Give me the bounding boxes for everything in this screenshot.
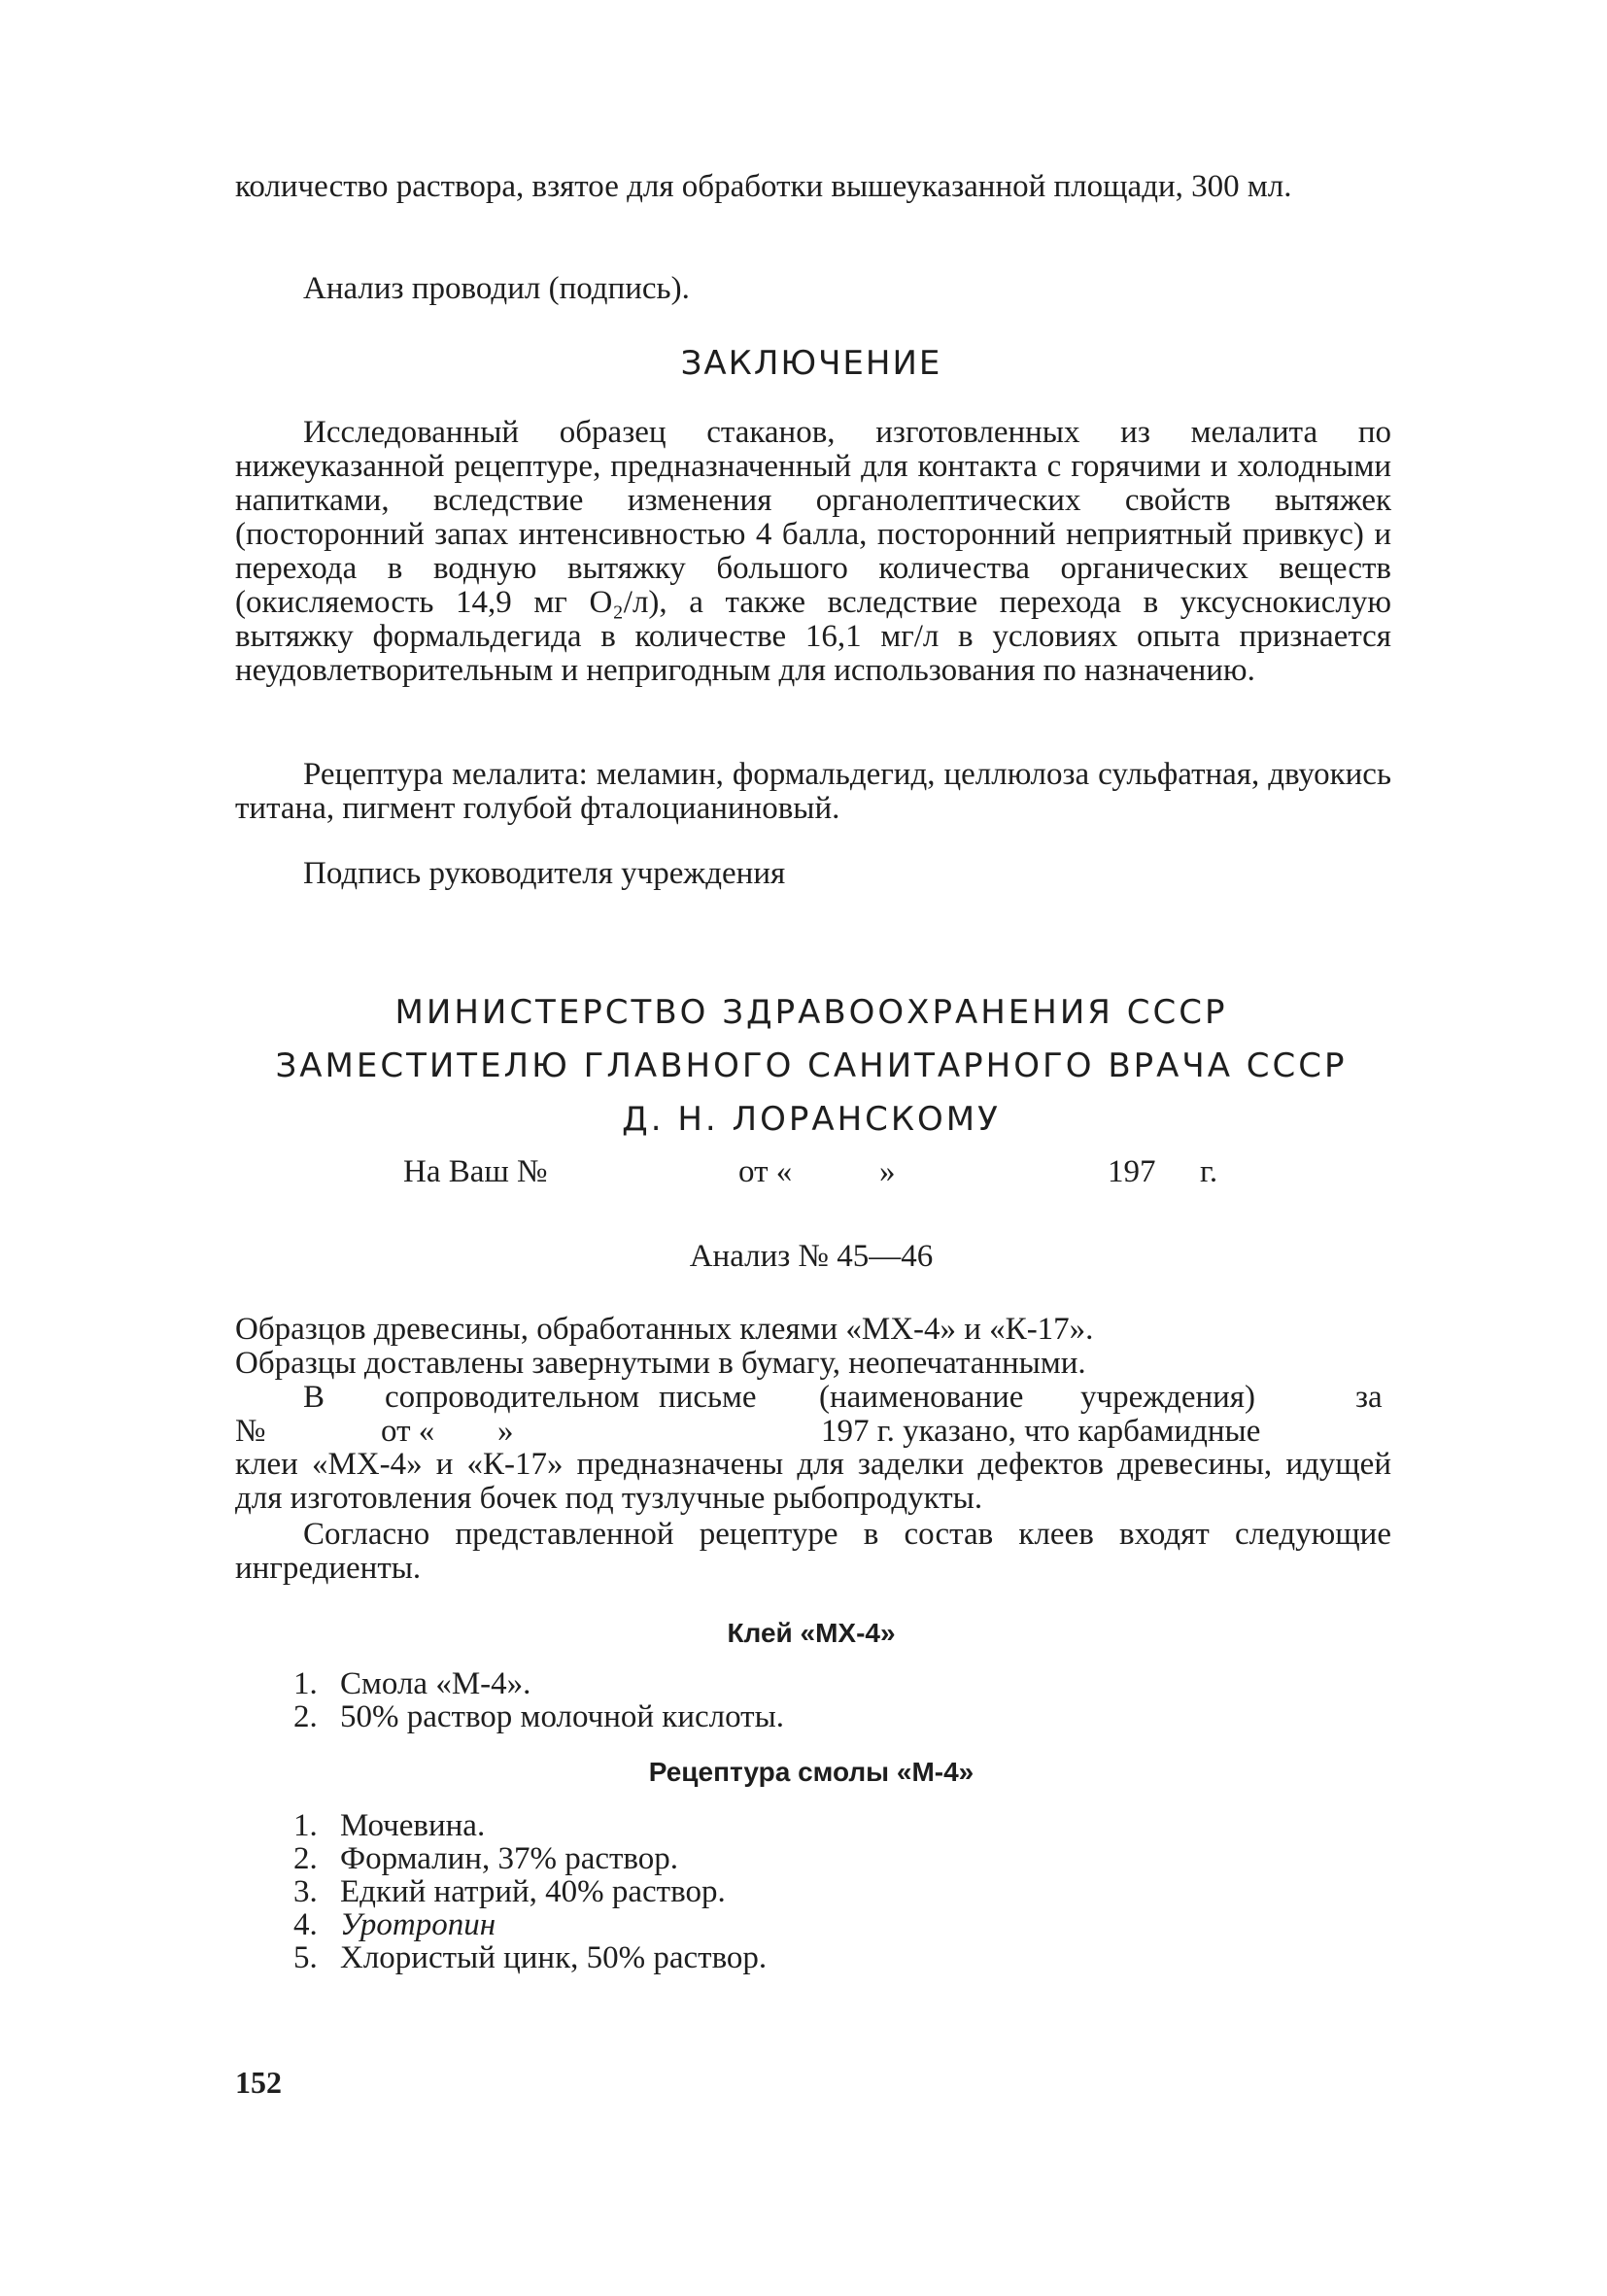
list-text: Мочевина. xyxy=(340,1808,486,1843)
conclusion-heading: ЗАКЛЮЧЕНИЕ xyxy=(680,344,942,383)
letter-word: № xyxy=(235,1414,266,1449)
samples-line-2: Образцы доставлены завернутыми в бумагу, неопечатанными. xyxy=(235,1346,1086,1381)
list-item xyxy=(293,1667,784,1700)
ministry-header xyxy=(233,986,1389,1147)
ministry-line-1: МИНИСТЕРСТВО ЗДРАВООХРАНЕНИЯ СССР xyxy=(394,993,1228,1032)
analysis-by-line: Анализ проводил (подпись). xyxy=(303,271,690,306)
conclusion-text: Исследованный образец стаканов, изготовленных из мелалита по нижеуказанной рецептуре, предназначенный для контакта с горячими и холодными напитками, вследствие изменения органолептических свойств вытяжек (посторонний запах интенсивностью 4 балла, посторонний неприятный привкус) и перехода в водную вытяжку большого количества органических веществ (окисляемость 14,9 мг O₂/л), а также вследствие перехода в уксуснокислую вытяжку формальдегида в количестве 16,1 мг/л в условиях опыта признается неудовлетворительным и непригодным для использования по назначению. xyxy=(235,415,1391,688)
list-item xyxy=(293,1809,767,1842)
analysis-number: Анализ № 45—46 xyxy=(689,1239,934,1274)
list-item xyxy=(293,1908,767,1941)
letter-word: В xyxy=(303,1380,325,1415)
ref-number-label: На Ваш № xyxy=(403,1154,548,1189)
letter-word: за xyxy=(1355,1380,1383,1415)
letter-word: письме xyxy=(659,1380,757,1415)
resin-list xyxy=(293,1809,767,1974)
list-text: Смола «М-4». xyxy=(340,1666,531,1701)
list-item xyxy=(293,1842,767,1875)
glue-heading: Клей «МХ-4» xyxy=(727,1618,896,1648)
list-number: 4. xyxy=(293,1907,318,1942)
letter-word: (наименование xyxy=(819,1380,1024,1415)
list-item xyxy=(293,1941,767,1974)
ministry-line-2: ЗАМЕСТИТЕЛЮ ГЛАВНОГО САНИТАРНОГО ВРАЧА СССР xyxy=(275,1046,1348,1085)
list-text: 50% раствор молочной кислоты. xyxy=(340,1699,785,1734)
letter-rest: клеи «МХ-4» и «К-17» предназначены для заделки дефектов древесины, идущей для изготовления бочек под тузлучные рыбопродукты. xyxy=(235,1447,1391,1516)
signature-line: Подпись руководителя учреждения xyxy=(303,856,786,891)
composition-text: Согласно представленной рецептуре в состав клеев входят следующие ингредиенты. xyxy=(235,1517,1391,1586)
letter-word: от « xyxy=(381,1414,435,1449)
letter-word: 197 г. указано, что карбамидные xyxy=(821,1414,1261,1449)
letter-word: сопроводительном xyxy=(385,1380,640,1415)
top-paragraph: количество раствора, взятое для обработки вышеуказанной площади, 300 мл. xyxy=(235,169,1292,204)
ref-year-suffix: г. xyxy=(1200,1154,1218,1189)
ref-year: 197 xyxy=(1108,1154,1156,1189)
list-item xyxy=(293,1700,784,1733)
list-number: 5. xyxy=(293,1940,318,1975)
list-text: Едкий натрий, 40% раствор. xyxy=(340,1874,726,1909)
ref-date-close: » xyxy=(879,1154,896,1189)
recipe-text: Рецептура мелалита: меламин, формальдегид, целлюлоза сульфатная, двуокись титана, пигмент голубой фталоцианиновый. xyxy=(235,757,1391,826)
samples-line-1: Образцов древесины, обработанных клеями «МХ-4» и «К-17». xyxy=(235,1312,1094,1347)
ministry-line-3: Д. Н. ЛОРАНСКОМУ xyxy=(622,1100,1001,1139)
list-text: Формалин, 37% раствор. xyxy=(340,1841,679,1876)
ref-date-open: от « xyxy=(738,1154,793,1189)
list-text: Хлористый цинк, 50% раствор. xyxy=(340,1940,768,1975)
list-text: Уротропин xyxy=(340,1907,496,1942)
list-number: 1. xyxy=(293,1666,318,1701)
page-number: 152 xyxy=(235,2065,282,2100)
list-item xyxy=(293,1875,767,1908)
glue-list xyxy=(293,1667,784,1733)
letter-word: учреждения) xyxy=(1080,1380,1255,1415)
letter-word: » xyxy=(497,1414,514,1449)
list-number: 3. xyxy=(293,1874,318,1909)
list-number: 1. xyxy=(293,1808,318,1843)
resin-heading: Рецептура смолы «М-4» xyxy=(648,1757,974,1787)
list-number: 2. xyxy=(293,1699,318,1734)
list-number: 2. xyxy=(293,1841,318,1876)
